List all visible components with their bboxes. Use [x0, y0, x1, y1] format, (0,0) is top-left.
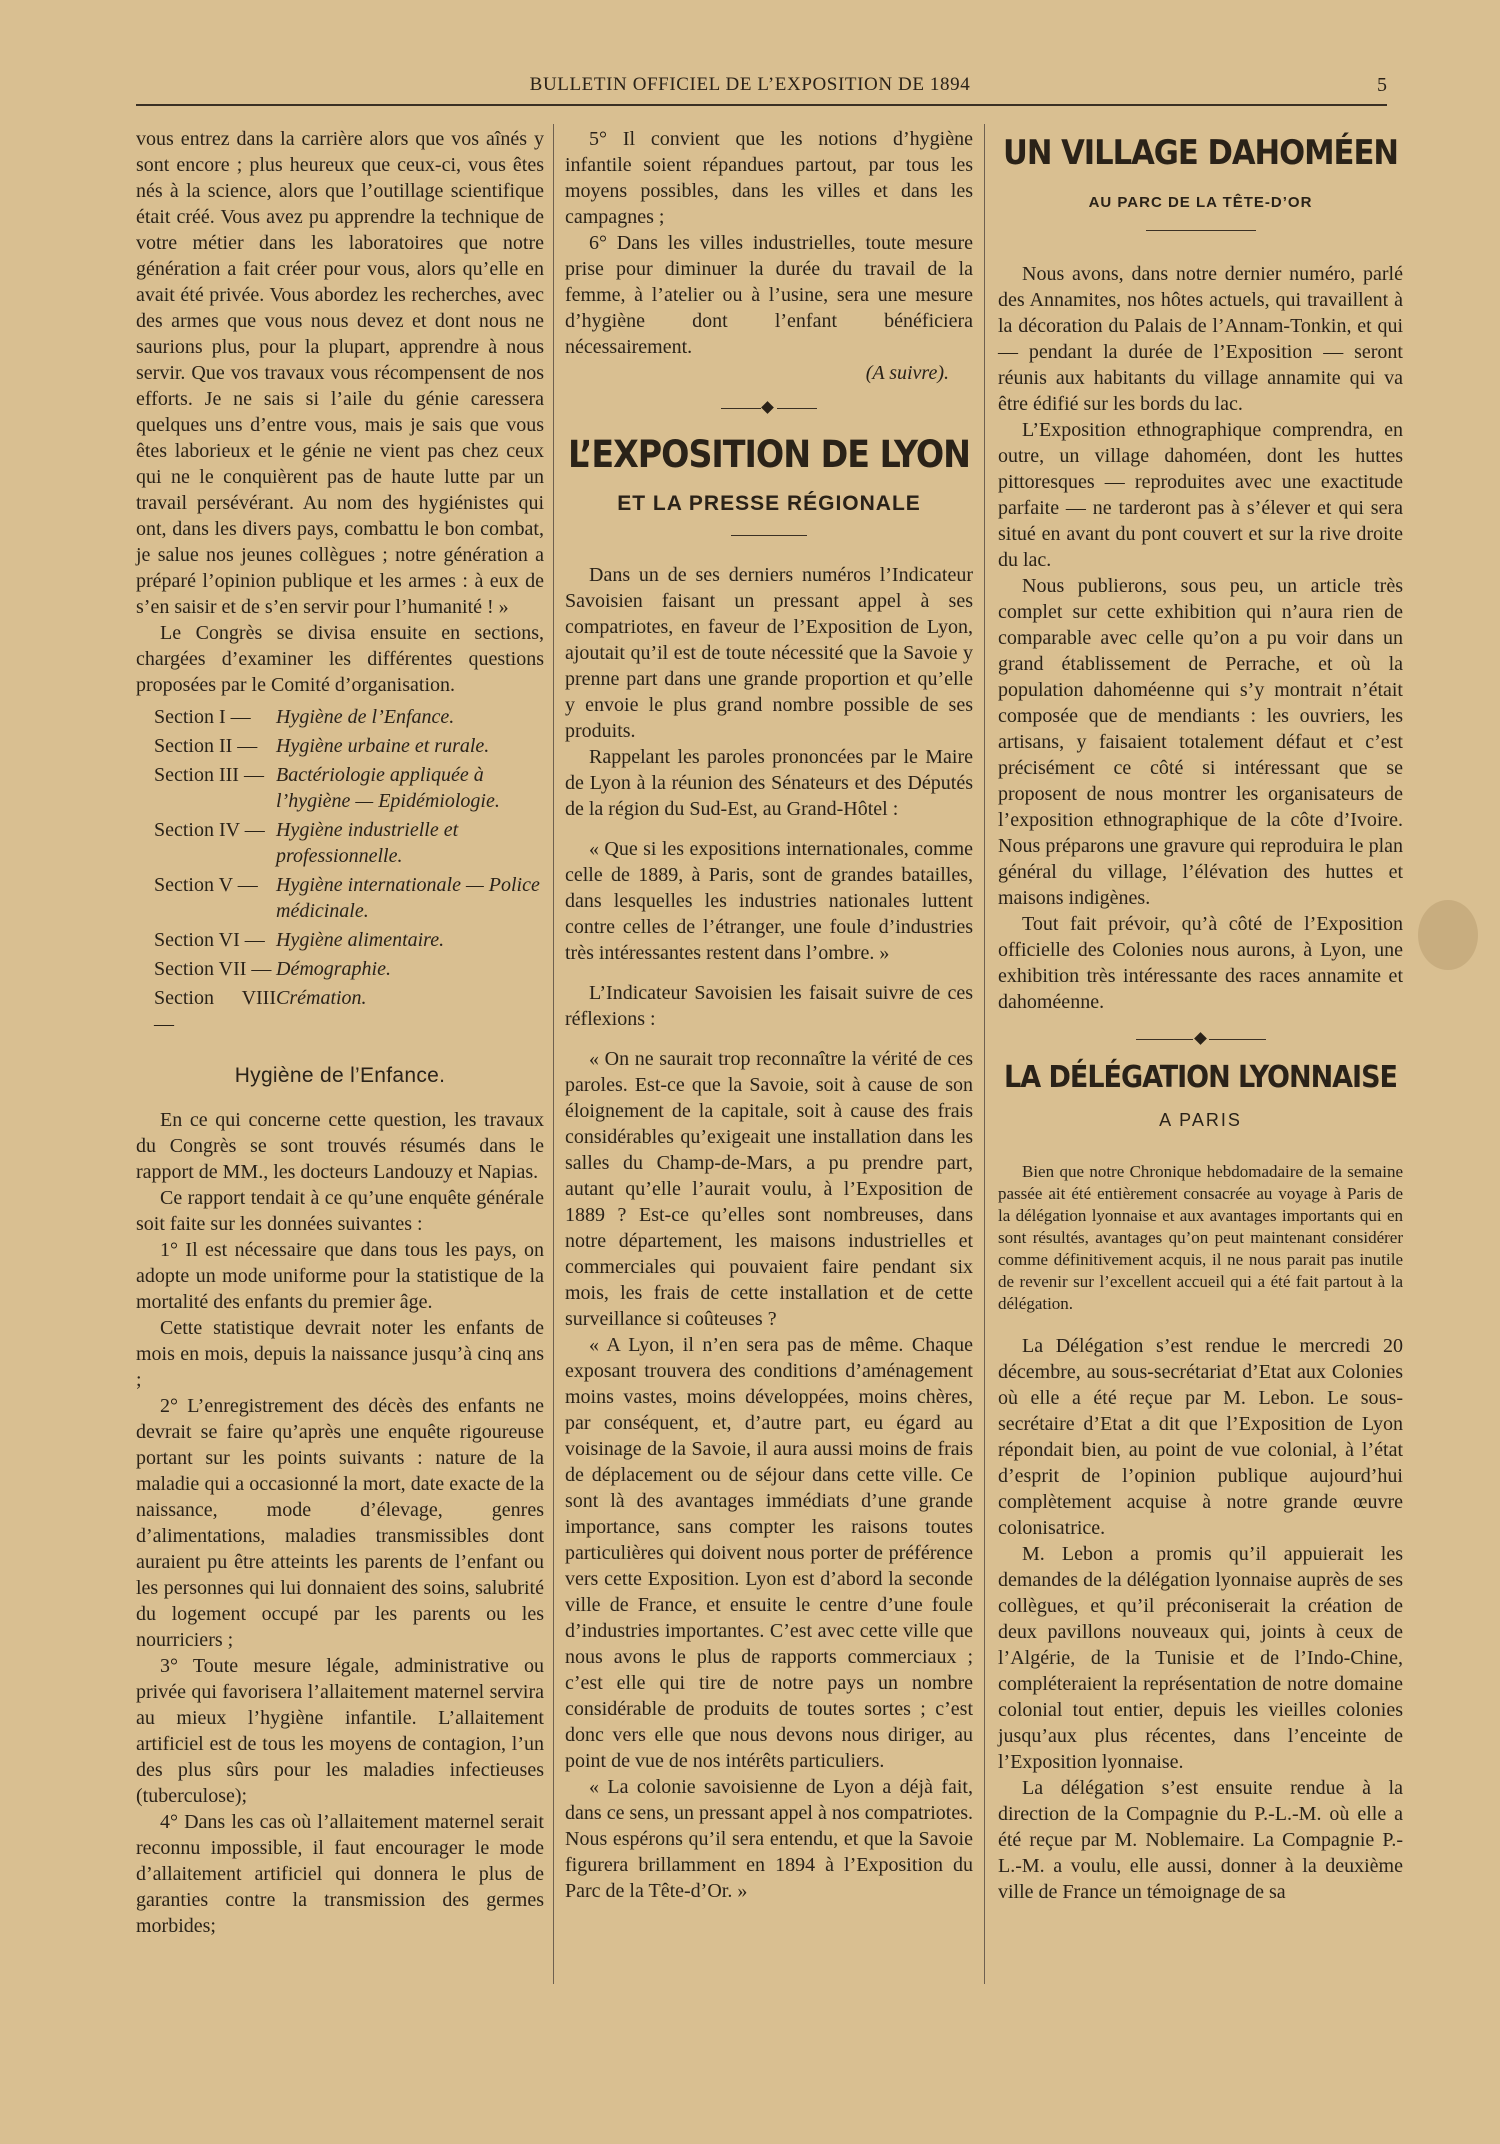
paragraph: Nous publierons, sous peu, un article très complet sur cette exhibition qui n’aura rien de comparable avec celle qu’on a pu voir dans un grand établissement de Perrache, et où la population dahoméenne qui s’y montrait n’était composée que de mendiants : les ouvriers, les artisans, y faisaient totalement défaut et c’est précisément ce côté si intéressant que se proposent de nous montrer les organisateurs de l’exposition ethnographique de la côte d’Ivoire. Nous préparons une gravure qui reproduira le plan général du village, l’élévation des huttes et maisons indigènes.	[998, 575, 1403, 909]
short-rule	[1146, 230, 1256, 231]
paragraph: vous entrez dans la carrière alors que vos aînés y sont encore ; plus heureux que ceux-ci, vous êtes nés à la science, alors que l’outillage scientifique était créé. Vous avez pu apprendre la technique de votre métier dans les laboratoires que notre génération a fait créer pour vous, alors qu’elle en avait été privée. Vous abordez les recherches, avec des armes que vous nous devez et dont nous ne saurions plus, pour la plupart, apprendre à nous servir. Que vos travaux vous récompensent de nos efforts. Je ne sais si l’aile du génie caressera quelques uns d’entre vous, mais je sais que vous êtes laborieux et le génie ne vient pas chez ceux qui ne le conquièrent pas de haute lutte par un travail persévérant. Au nom des hygiénistes qui ont, dans les divers pays, combattu le bon combat, je salue nos jeunes collègues ; notre génération a préparé l’opinion publique et les armes : à eux de s’en saisir et de s’en servir pour l’humanité ! »	[136, 128, 544, 618]
page-number: 5	[1377, 74, 1387, 96]
section-number: Section IV —	[154, 819, 265, 841]
paragraph: La délégation s’est ensuite rendue à la direction de la Compagnie du P.-L.-M. où elle a été reçue par M. Noblemaire. La Compagnie P.-L.-M. a voulu, elle aussi, donner à la deuxième ville de France un témoignage de sa	[998, 1777, 1403, 1903]
column-2	[565, 126, 973, 1904]
section-number: Section VI —	[154, 929, 265, 951]
header-rule	[136, 104, 1387, 106]
paragraph: 6° Dans les villes industrielles, toute mesure prise pour diminuer la durée du travail de la femme, à l’atelier ou à l’usine, sera une mesure d’hygiène dont l’enfant bénéficiera nécessairement.	[565, 232, 973, 358]
section-row	[154, 985, 544, 1037]
paragraph: 5° Il convient que les notions d’hygiène infantile soient répandues partout, par tous les moyens possibles, dans les villes et dans les campagnes ;	[565, 128, 973, 228]
column-3	[998, 126, 1403, 1905]
short-rule	[731, 535, 807, 536]
ornament-divider	[1136, 1031, 1266, 1049]
paragraph: Le Congrès se divisa ensuite en sections, chargées d’examiner les différentes questions proposées par le Comité d’organisation.	[136, 622, 544, 696]
paragraph: 2° L’enregistrement des décès des enfants ne devrait se faire qu’après une enquête rigoureuse portant sur les points suivants : nature de la maladie qui a occasionné la mort, date exacte de la naissance, mode d’élevage, genres d’alimentations, maladies transmissibles dont auraient pu être atteints les parents de l’enfant ou les personnes qui lui donnaient des soins, salubrité du logement occupé par les parents ou les nourriciers ;	[136, 1395, 544, 1651]
section-title: Hygiène internationale — Police médicinale.	[276, 874, 540, 922]
paragraph: Dans un de ses derniers numéros l’Indicateur Savoisien faisant un pressant appel à ses compatriotes, en faveur de l’Exposition de Lyon, ajoutait qu’il est de toute nécessité que la Savoie y prenne part dans une grande proportion et qu’elle y envoie le plus grand nombre possible de ses produits.	[565, 564, 973, 742]
paragraph: 1° Il est nécessaire que dans tous les pays, on adopte un mode uniforme pour la statistique de la mortalité des enfants du premier âge.	[136, 1239, 544, 1313]
section-title: Hygiène urbaine et rurale.	[276, 735, 490, 757]
paragraph: 3° Toute mesure légale, administrative ou privée qui favorisera l’allaitement maternel servira au mieux l’hygiène infantile. L’allaitement artificiel est de tous les moyens de contagion, l’un des plus sûrs pour les maladies infectieuses (tuberculose);	[136, 1655, 544, 1807]
kicker-paris: A PARIS	[1159, 1110, 1242, 1130]
paragraph: 4° Dans les cas où l’allaitement maternel serait reconnu impossible, il faut encourager le mode d’allaitement artificiel qui donnera le plus de garanties contre la transmission des germes morbides;	[136, 1811, 544, 1937]
paragraph: Rappelant les paroles prononcées par le Maire de Lyon à la réunion des Sénateurs et des Députés de la région du Sud-Est, au Grand-Hôtel :	[565, 746, 973, 820]
section-list	[154, 704, 544, 1037]
paragraph: Cette statistique devrait noter les enfants de mois en mois, depuis la naissance jusqu’à cinq ans ;	[136, 1317, 544, 1391]
section-title: Démographie.	[276, 958, 391, 980]
section-row	[154, 927, 544, 953]
section-title: Hygiène alimentaire.	[276, 929, 445, 951]
paragraph: La Délégation s’est rendue le mercredi 20 décembre, au sous-secrétariat d’Etat aux Colonies où elle a été reçue par M. Lebon. Le sous-secrétaire d’Etat a dit que l’Exposition de Lyon répondait bien, au point de vue colonial, à l’état d’esprit de l’opinion publique aujourd’hui complètement acquise à notre grande œuvre colonisatrice.	[998, 1335, 1403, 1539]
section-number: Section VII —	[154, 958, 272, 980]
headline-lyon: L’EXPOSITION DE LYON	[568, 433, 970, 476]
section-row	[154, 817, 544, 869]
paragraph: Ce rapport tendait à ce qu’une enquête générale soit faite sur les données suivantes :	[136, 1187, 544, 1235]
paragraph: « On ne saurait trop reconnaître la vérité de ces paroles. Est-ce que la Savoie, soit à cause de son éloignement de la capitale, soit à cause des frais considérables qu’exigeait une installation dans les salles du Champ-de-Mars, a pu prendre part, autant qu’elle l’aurait voulu, à l’Exposition de 1889 ? Est-ce qu’elles sont nombreuses, dans notre département, les maisons industrielles et commerciales qui pouvaient faire pendant six mois, les frais de cette installation et de cette surveillance si coûteuses ?	[565, 1048, 973, 1330]
column-divider	[984, 124, 985, 1984]
section-number: Section III —	[154, 764, 264, 786]
section-row	[154, 733, 544, 759]
section-number: Section II —	[154, 735, 258, 757]
paragraph: En ce qui concerne cette question, les travaux du Congrès se sont trouvés résumés dans le rapport de MM., les docteurs Landouzy et Napias.	[136, 1109, 544, 1183]
section-number: Section VIII —	[154, 987, 276, 1035]
section-title: Hygiène de l’Enfance.	[276, 706, 455, 728]
to-be-continued: (A suivre).	[865, 362, 949, 384]
intro-paragraph: Bien que notre Chronique hebdomadaire de la semaine passée ait été entièrement consacrée au voyage à Paris de la délégation lyonnaise et aux avantages importants qui en sont résultés, avantages qu’on peut maintenant considérer comme définitivement acquis, il ne nous parait pas inutile de revenir sur l’excellent accueil qui a été fait partout à la délégation.	[998, 1162, 1403, 1313]
headline-dahomeen: UN VILLAGE DAHOMÉEN	[1003, 133, 1398, 173]
section-row	[154, 956, 544, 982]
running-title: BULLETIN OFFICIEL DE L’EXPOSITION DE 1894	[529, 74, 971, 95]
paragraph: « A Lyon, il n’en sera pas de même. Chaque exposant trouvera des conditions d’aménagement moins vastes, moins développées, moins chères, par conséquent, et, d’autre part, eu égard au voisinage de la Savoie, il aura aussi moins de frais de déplacement ou de séjour dans cette ville. Ce sont là des avantages immédiats d’une grande importance, sans compter les raisons toutes particulières qui doivent nous porter de préférence vers cette Exposition. Lyon est d’abord la seconde ville de France, et ensuite le centre d’une foule d’industries importantes. C’est avec cette ville que nous avons le plus de rapports commerciaux ; c’est elle qui tire de notre pays un nombre considérable de produits de toutes sortes ; c’est donc vers elle que nous devons nous diriger, au point de vue de nos intérêts particuliers.	[565, 1334, 973, 1772]
paper-stain	[1418, 900, 1478, 970]
paragraph: Tout fait prévoir, qu’à côté de l’Exposition officielle des Colonies nous aurons, à Lyon, une exhibition très intéressante des races annamite et dahoméenne.	[998, 913, 1403, 1013]
column-1	[136, 126, 544, 1939]
section-title: Bactériologie appliquée à l’hygiène — Epidémiologie.	[276, 764, 500, 812]
section-title: Hygiène industrielle et professionnelle.	[276, 819, 459, 867]
section-row	[154, 704, 544, 730]
section-number: Section V —	[154, 874, 258, 896]
paragraph: M. Lebon a promis qu’il appuierait les demandes de la délégation lyonnaise auprès de ses collègues, et qu’il préconiserait la création de deux pavillons nouveaux qui, joints à ceux de l’Algérie, de la Tunisie et de l’Indo-Chine, compléteraient la représentation de notre domaine colonial tout entier, depuis les vieilles colonies jusqu’aux plus récentes, dans l’enceinte de l’Exposition lyonnaise.	[998, 1543, 1403, 1773]
paragraph: L’Indicateur Savoisien les faisait suivre de ces réflexions :	[565, 982, 973, 1030]
section-number: Section I —	[154, 706, 251, 728]
paragraph: Nous avons, dans notre dernier numéro, parlé des Annamites, nos hôtes actuels, qui travaillent à la décoration du Palais de l’Annam-Tonkin, et qui — pendant la durée de l’Exposition — seront réunis aux habitants du village annamite qui va être édifié sur les bords du lac.	[998, 263, 1403, 415]
kicker-parc: AU PARC DE LA TÊTE-D’OR	[1088, 194, 1313, 211]
section-title: Crémation.	[276, 987, 367, 1009]
column-divider	[553, 124, 554, 1984]
headline-delegation: LA DÉLÉGATION LYONNAISE	[1004, 1060, 1397, 1095]
paragraph: « La colonie savoisienne de Lyon a déjà fait, dans ce sens, un pressant appel à nos compatriotes. Nous espérons qu’il sera entendu, et que la Savoie figurera brillamment en 1894 à l’Exposition du Parc de la Tête-d’Or. »	[565, 1776, 973, 1902]
section-row	[154, 872, 544, 924]
kicker-presse: ET LA PRESSE RÉGIONALE	[617, 492, 921, 515]
subheading: Hygiène de l’Enfance.	[234, 1064, 446, 1087]
ornament-divider	[721, 400, 817, 418]
paragraph: L’Exposition ethnographique comprendra, en outre, un village dahoméen, dont les huttes pittoresques — reproduites avec une exactitude parfaite — ne tarderont pas à s’élever et qui sera situé en avant du pont couvert et sur la rive droite du lac.	[998, 419, 1403, 571]
section-row	[154, 762, 544, 814]
paragraph: « Que si les expositions internationales, comme celle de 1889, à Paris, sont de grandes batailles, dans lesquelles les industries nationales luttent contre celles de l’étranger, une foule d’industries très intéressantes restent dans l’ombre. »	[565, 838, 973, 964]
